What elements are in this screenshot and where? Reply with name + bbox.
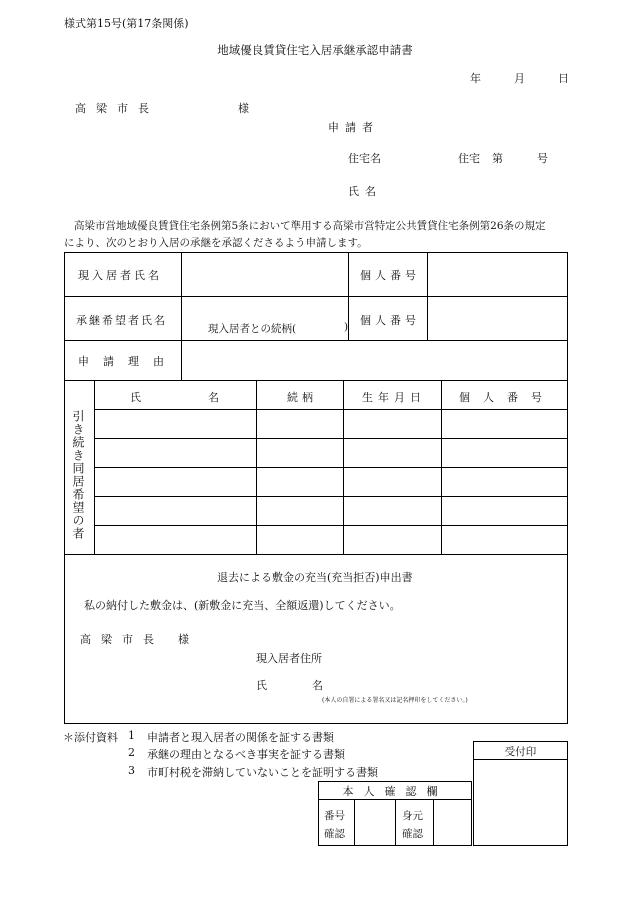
successor-label: 承継希望者氏名	[76, 314, 167, 327]
document-title: 地域優良賃貸住宅入居承継承認申請書	[217, 43, 413, 57]
col-name-a: 氏	[130, 391, 141, 404]
attachment-text: 承継の理由となるべき事実を証する書類	[147, 748, 345, 761]
table-rule	[94, 496, 568, 497]
verification-number-b: 確認	[324, 828, 345, 840]
current-resident-number-field[interactable]	[428, 262, 568, 296]
number-check-field[interactable]	[355, 800, 394, 845]
stamp-rule	[473, 759, 568, 760]
table-rule	[441, 380, 442, 554]
form-number: 様式第15号(第17条関係)	[64, 17, 189, 30]
reason-field[interactable]	[182, 341, 568, 380]
col-relation: 続柄	[287, 391, 317, 404]
table-rule	[94, 380, 95, 554]
col-number: 個人番号	[459, 391, 555, 404]
date-month[interactable]: 月	[514, 72, 525, 85]
attachment-num: 3	[128, 764, 135, 777]
attachment-num: 1	[128, 729, 135, 742]
body-text-line1: 高梁市営地域優良賃貸住宅条例第5条において準用する高梁市営特定公共賃貸住宅条例第26条の規定	[74, 220, 546, 232]
deposit-title: 退去による敷金の充当(充当拒否)申出書	[217, 571, 413, 584]
deposit-statement: 私の納付した敷金は、(新敷金に充当、全額返還)してください。	[84, 599, 401, 612]
applicant-room-suffix: 号	[537, 152, 548, 165]
attachment-text: 市町村税を滞納していないことを証明する書類	[147, 766, 378, 779]
verification-number-a: 番号	[324, 810, 345, 822]
col-birth: 生年月日	[362, 391, 426, 404]
current-resident-label: 現入居者氏名	[78, 269, 162, 282]
relation-label: 現入居者との続柄(	[208, 323, 297, 335]
verification-title: 本人確認欄	[342, 785, 448, 798]
table-rule	[64, 380, 568, 381]
table-rule	[64, 554, 568, 555]
attachments-heading: ＊添付資料	[63, 731, 118, 744]
current-resident-name-field[interactable]	[182, 262, 348, 296]
deposit-address-label: 現入居者住所	[256, 652, 322, 665]
successor-number-field[interactable]	[428, 297, 568, 340]
table-rule	[94, 467, 568, 468]
reason-label: 申請理由	[78, 355, 178, 368]
body-text-line2: により、次のとおり入居の承継を承認くださるよう申請します。	[64, 237, 368, 249]
verification-identity-b: 確認	[402, 828, 423, 840]
identity-check-field[interactable]	[434, 800, 471, 845]
verification-rule	[395, 799, 396, 846]
table-rule	[343, 380, 344, 554]
applicant-name-label: 氏名	[348, 185, 382, 198]
deposit-name-label-a: 氏	[256, 679, 267, 692]
applicant-address-label: 住宅名	[348, 152, 381, 165]
deposit-addressee: 高梁市長	[80, 633, 164, 646]
table-rule	[256, 380, 257, 554]
table-rule	[94, 525, 568, 526]
col-name-b: 名	[208, 391, 219, 404]
table-rule	[94, 409, 568, 410]
applicant-label: 申請者	[328, 121, 379, 134]
addressee: 高梁市長	[75, 102, 159, 115]
table-rule	[94, 438, 568, 439]
deposit-honorific: 様	[178, 633, 189, 646]
reception-stamp-label: 受付印	[504, 746, 537, 758]
date-year[interactable]: 年	[470, 72, 481, 85]
cohabitant-label: 引き続き同居希望の者	[71, 410, 85, 540]
attachment-num: 2	[128, 746, 135, 759]
table-rule	[348, 252, 349, 340]
signature-note: (本人の自署による署名又は記名押印をしてください。)	[322, 697, 468, 704]
personal-number-label-2: 個人番号	[360, 314, 420, 327]
attachment-text: 申請者と現入居者の関係を証する書類	[147, 731, 334, 744]
personal-number-label: 個人番号	[360, 269, 420, 282]
date-day[interactable]: 日	[558, 72, 569, 85]
verification-identity-a: 身元	[402, 810, 423, 822]
deposit-name-label-b: 名	[312, 679, 323, 692]
addressee-honorific: 様	[238, 102, 249, 115]
applicant-room-ordinal: 第	[492, 152, 503, 165]
relation-close: )	[344, 321, 349, 333]
applicant-housing-label: 住宅	[458, 152, 480, 165]
